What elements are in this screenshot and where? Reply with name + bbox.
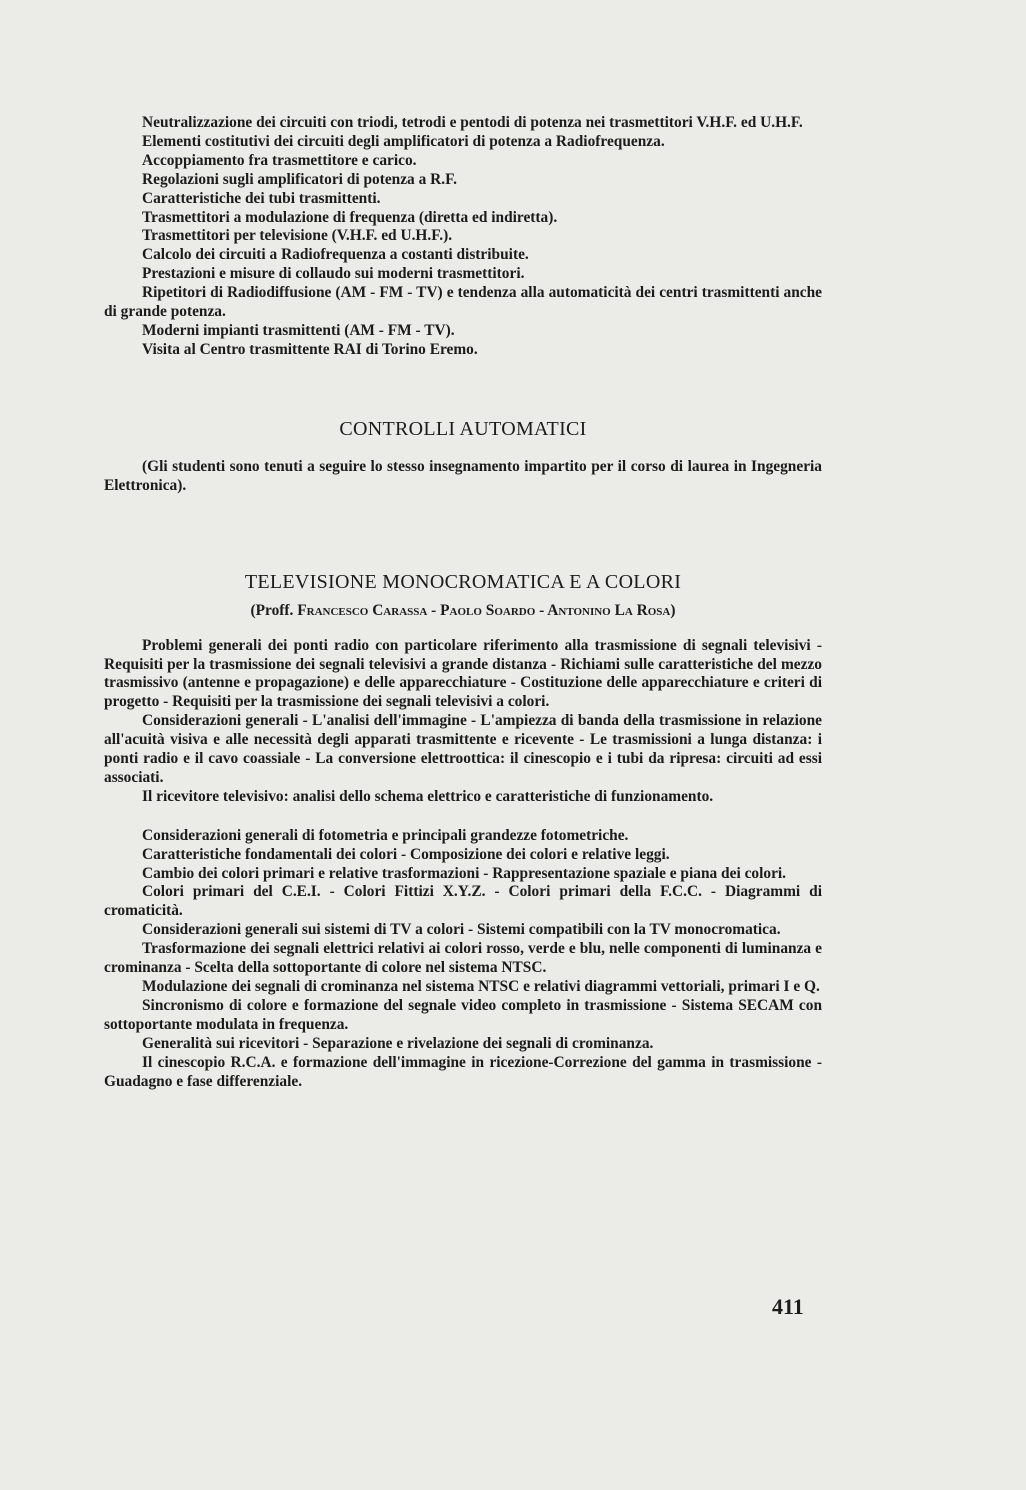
paragraph: Il ricevitore televisivo: analisi dello schema elettrico e caratteristiche di funzionamento. bbox=[142, 787, 714, 805]
paragraph: Trasmettitori per televisione (V.H.F. ed U.H.F.). bbox=[142, 227, 453, 245]
paragraph: Trasmettitori a modulazione di frequenza (diretta ed indiretta). bbox=[142, 208, 558, 226]
paragraph: Il cinescopio R.C.A. e formazione dell'immagine in ricezione-Correzione del gamma in trasmissione - Guadagno e fase differenziale. bbox=[104, 1053, 822, 1090]
paragraph: Regolazioni sugli amplificatori di potenza a R.F. bbox=[142, 170, 457, 188]
page-number: 411 bbox=[772, 1294, 804, 1319]
paragraph: Prestazioni e misure di collaudo sui moderni trasmettitori. bbox=[142, 265, 525, 283]
paragraph: Moderni impianti trasmittenti (AM - FM - TV). bbox=[142, 321, 455, 339]
paragraph: Caratteristiche dei tubi trasmittenti. bbox=[142, 189, 381, 207]
section-title-televisione: TELEVISIONE MONOCROMATICA E A COLORI bbox=[244, 570, 682, 593]
paragraph: Cambio dei colori primari e relative trasformazioni - Rappresentazione spaziale e piana dei colori. bbox=[142, 864, 787, 882]
paragraph: Generalità sui ricevitori - Separazione e rivelazione dei segnali di crominanza. bbox=[142, 1034, 654, 1052]
authors-suffix: ) bbox=[670, 601, 676, 619]
authors-line bbox=[104, 602, 822, 620]
paragraph: Neutralizzazione dei circuiti con triodi, tetrodi e pentodi di potenza nei trasmettitori V.H.F. ed U.H.F. bbox=[142, 114, 803, 131]
course-topics-block bbox=[104, 114, 822, 360]
page-content bbox=[104, 114, 822, 1091]
paragraph: Colori primari del C.E.I. - Colori Fittizi X.Y.Z. - Colori primari della F.C.C. - Diagrammi di cromaticità. bbox=[104, 883, 822, 920]
paragraph: Considerazioni generali - L'analisi dell'immagine - L'ampiezza di banda della trasmissione in relazione all'acuità visiva e alle necessità degli apparati trasmittente e ricevente - Le trasmissioni a lunga distanza: i ponti radio e il cavo coassiale - La conversione elettroottica: il cinescopio e i tubi da ripresa: circuiti ad essi associati. bbox=[104, 712, 822, 786]
authors-prefix: (Proff. bbox=[250, 601, 294, 619]
paragraph: Considerazioni generali di fotometria e principali grandezze fotometriche. bbox=[142, 826, 629, 844]
paragraph: Considerazioni generali sui sistemi di TV a colori - Sistemi compatibili con la TV monocromatica. bbox=[142, 921, 781, 939]
section-body-controlli: (Gli studenti sono tenuti a seguire lo stesso insegnamento impartito per il corso di laurea in Ingegneria Elettronica). bbox=[104, 457, 822, 494]
paragraph: Trasformazione dei segnali elettrici relativi ai colori rosso, verde e blu, nelle componenti di luminanza e crominanza - Scelta della sottoportante di colore nel sistema NTSC. bbox=[104, 940, 822, 977]
paragraph: Ripetitori di Radiodiffusione (AM - FM - TV) e tendenza alla automaticità dei centri trasmittenti anche di grande potenza. bbox=[104, 284, 822, 321]
television-block-a bbox=[104, 637, 822, 807]
paragraph: Accoppiamento fra trasmettitore e carico. bbox=[142, 151, 417, 169]
paragraph: Sincronismo di colore e formazione del segnale video completo in trasmissione - Sistema SECAM con sottoportante modulata in frequenza. bbox=[104, 996, 822, 1033]
section-title-controlli: CONTROLLI AUTOMATICI bbox=[339, 417, 587, 440]
paragraph: Caratteristiche fondamentali dei colori - Composizione dei colori e relative leggi. bbox=[142, 845, 670, 863]
paragraph: Calcolo dei circuiti a Radiofrequenza a costanti distribuite. bbox=[142, 246, 529, 264]
paragraph: Problemi generali dei ponti radio con particolare riferimento alla trasmissione di segnali televisivi - Requisiti per la trasmissione dei segnali televisivi a grande distanza - Richiami sulle caratteristiche del mezzo trasmissivo (antenne e propagazione) e delle apparecchiature - Costituzione delle apparecchiature e criteri di progetto - Requisiti per la trasmissione dei segnali televisivi a colori. bbox=[104, 636, 822, 711]
authors-names: Francesco Carassa - Paolo Soardo - Antonino La Rosa bbox=[297, 601, 671, 619]
paragraph: Elementi costitutivi dei circuiti degli amplificatori di potenza a Radiofrequenza. bbox=[142, 132, 665, 150]
paragraph: Modulazione dei segnali di crominanza nel sistema NTSC e relativi diagrammi vettoriali, primari I e Q. bbox=[142, 978, 820, 995]
paragraph: Visita al Centro trasmittente RAI di Torino Eremo. bbox=[142, 340, 478, 358]
television-block-b bbox=[104, 827, 822, 1092]
